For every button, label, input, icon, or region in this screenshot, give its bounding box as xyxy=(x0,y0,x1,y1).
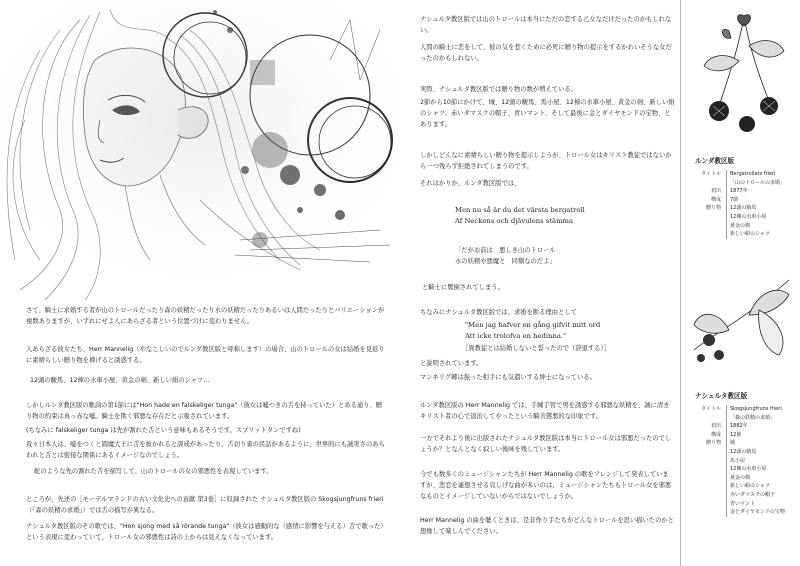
left-para-8: ところが、先述の［モーデルマランドの古い文化史への貢献 第3巻］に収録された ナシュルタ教区版の Skogsjungfruns frieri（『森の妖精の求婚』）では舌の描写が異なる。 xyxy=(26,496,384,514)
info-value: 黄金の剣 xyxy=(726,474,799,483)
left-para-3: 12頭の駿馬、12棟の水車小屋、黄金の剣、新しい絹のシャツ… xyxy=(30,377,210,384)
info-value: 7節 xyxy=(726,196,799,205)
info-value: 黄金の剣 xyxy=(726,222,799,231)
info-row xyxy=(681,405,799,414)
info-key: 贈り物 xyxy=(705,440,721,447)
right-para-1: ナシュルタ教区版では山のトロールは本当にただの恋する乙女なだけだったのかもしれない。 xyxy=(420,16,672,34)
left-para-4: しかしルンダ教区版の歌詞の第1節には"Hon hade en falskeliger tunga"（彼女は嘘つきの舌を持っていた）とある通り、贈り物の約束は真っ赤な嘘。騎士を欺く邪悪な存在だと示唆されています。 xyxy=(26,402,383,420)
info-value: 12頭の駿馬 xyxy=(726,204,799,213)
info-row xyxy=(681,187,799,196)
info-key: 初出 xyxy=(710,188,721,195)
left-para-5: (ちなみに falskeliger tunga は先が割れた舌という意味もあるそうです。スプリットタンですね) xyxy=(26,427,301,434)
info-row xyxy=(681,213,799,222)
info-key: 贈り物 xyxy=(705,205,721,212)
info-row xyxy=(681,491,799,500)
info-value: 赤いダマスクの帽子 xyxy=(726,491,799,500)
info-row xyxy=(681,196,799,205)
quote-line: Af Neckens och djävulens stämma xyxy=(455,217,574,225)
info-row xyxy=(681,222,799,231)
troll-woman-illustration xyxy=(0,0,400,305)
info-key xyxy=(681,414,726,423)
quote-line: 「だがお前は 悪しき山のトロール xyxy=(455,247,556,254)
quote-line: 水の妖精や悪魔と 同類なのだよ」 xyxy=(455,258,556,265)
right-para-3: 実際、ナシュルタ教区版では贈り物の数が増えている。 xyxy=(420,86,577,93)
info-key xyxy=(681,508,726,517)
right-para-5: しかしどんなに素晴らしい贈り物を提示しようが、トロール女はキリスト教徒ではないから一つ残らず拒絶されてしまうのです。 xyxy=(420,152,672,170)
info-row xyxy=(681,439,799,448)
info-value: 1882年 xyxy=(726,422,799,431)
right-para-12: 一方でそれより後に出版されたナシュルタ教区版は本当にトロール女は邪悪だったのでしょうか？となんとなく寂しい後味を残しています。 xyxy=(420,435,672,453)
info-row xyxy=(681,179,799,188)
info-key xyxy=(681,179,726,188)
info-row xyxy=(681,448,799,457)
left-para-7: 蛇のような先の割れた舌を描写して、山のトロールの女の邪悪性を表現しています。 xyxy=(34,468,273,475)
info-key xyxy=(681,474,726,483)
info-row xyxy=(681,482,799,491)
info-value: Skogsjungfruns frieri xyxy=(726,405,799,414)
right-para-9: と説明されています。 xyxy=(420,360,483,367)
right-para-14: Herr Mannelig の曲を聴くときは、是非作り手たちがどんなトロールを思い描いたのかと想像して楽しんでください。 xyxy=(420,517,674,535)
nasiluta-quote-japanese: ［異教徒とは結婚しないと誓ったので（辞退する）］ xyxy=(462,345,610,352)
branch-illustration-icon xyxy=(689,270,797,375)
info-key: 構成 xyxy=(710,196,721,203)
info-row xyxy=(681,230,799,239)
info-row xyxy=(681,465,799,474)
right-para-4: 2節から10節にかけて、城、12頭の駿馬、馬小屋、12棟の水車小屋、黄金の剣、新しい絹のシャツ、赤いダマスクの帽子、青いマント、そして最後に金とダイヤモンドの宝物、とあります。 xyxy=(420,99,675,128)
info-key: タイトル xyxy=(701,406,721,412)
left-para-6: 我々日本人は、嘘をつくと閻魔大王に舌を抜かれると訓戒があったり、舌切り雀の民話があるように、世界的にも誠実さのあらわれと舌とは密接な関係にあるイメージなのでしょう。 xyxy=(26,441,385,459)
info-key xyxy=(681,222,726,231)
info-row xyxy=(681,431,799,440)
info-key xyxy=(681,482,726,491)
info-value: 12節 xyxy=(726,431,799,440)
info-key xyxy=(681,457,726,466)
info-row xyxy=(681,422,799,431)
quote-line: Men nu så är du det värsta bergatroll xyxy=(455,206,585,214)
info-row xyxy=(681,474,799,483)
info-value: 「森の妖精の求婚」 xyxy=(726,414,799,423)
info-value: 12頭の駿馬 xyxy=(726,448,799,457)
info-value: 12棟の水車小屋 xyxy=(726,213,799,222)
plant-illustration-icon xyxy=(699,6,789,141)
info-key xyxy=(681,213,726,222)
info-value: 馬小屋 xyxy=(726,457,799,466)
info-row xyxy=(681,500,799,509)
lunda-quote-swedish xyxy=(455,205,585,227)
info-key: 初出 xyxy=(710,423,721,430)
right-para-10: マンネリグ卿は振った相手にも気遣いする紳士になっている。 xyxy=(420,374,596,381)
info-key xyxy=(681,500,726,509)
right-para-6: それはかりか、ルンダ教区版では、 xyxy=(420,180,521,187)
info-value: Bergatrollets frieri xyxy=(726,170,799,179)
info-row xyxy=(681,170,799,179)
left-para-2: 人あらざる彼女たち、Herr Mannelig（やなこしいのでルンダ教区版と呼称します）の場合、山のトロールの女は結婚を見返りに素晴らしい贈り物を挿げると誘惑する。 xyxy=(26,346,385,364)
info-row xyxy=(681,204,799,213)
lunda-info-table xyxy=(681,170,799,239)
info-key xyxy=(681,491,726,500)
quote-line: Att icke trolofva en hedinna." xyxy=(465,332,567,340)
right-para-7: と騎士に罵倒されてしまう。 xyxy=(422,284,504,291)
nasiluta-quote-swedish xyxy=(465,320,600,342)
info-row xyxy=(681,508,799,517)
left-para-9: ナシュルタ教区版のその歌では、"Hon sjong med så rörande tunga"（彼女は感動的な（感情に影響を与える）舌で歌った）という表現に変わっていて、トロール女の邪悪性は詩の上からは見えなくなっています。 xyxy=(26,523,384,541)
info-key xyxy=(681,448,726,457)
info-row xyxy=(681,414,799,423)
right-para-13: 今でも数多くのミュージシャンたちが Herr Mannelig の歌をアレンジして発表していますが、悲恋を連想させる哀しげな曲が多いのは、ミュージシャンたちもトロール女を邪悪なものとイメージしていないからではないでしょうか。 xyxy=(420,471,672,500)
quote-line: "Men jag hafver en gång gifvit mitt ord xyxy=(465,321,601,329)
info-value: 「山のトロールの求婚」 xyxy=(726,179,799,188)
info-value: 青いマント xyxy=(726,500,799,509)
lunda-section-title: ルンダ教区版 xyxy=(695,157,735,165)
info-key: 構成 xyxy=(710,431,721,438)
info-value: 1877年 xyxy=(726,187,799,196)
info-value: 金とダイヤモンドの宝物 xyxy=(726,508,799,517)
nasiluta-section-title: ナシュルタ教区版 xyxy=(695,392,748,400)
lunda-quote-japanese xyxy=(455,245,675,267)
left-para-1: さて、騎士に求婚する者が山のトロールだったり森の妖精だったり水の妖精だったりあるいは人間だったりとバリエーションが複数ありますが、いずれにせよ人にあらざる者という位置づけに変わりません。 xyxy=(26,307,385,325)
info-key xyxy=(681,465,726,474)
info-value: 新しい絹のシャツ xyxy=(726,230,799,239)
info-value: 新しい絹のシャツ xyxy=(726,482,799,491)
info-value: 城 xyxy=(726,439,799,448)
info-row xyxy=(681,457,799,466)
right-para-2: 人間の騎士に恋をして、彼の気を惹くために必死に贈り物の提示をするかわいそうな女だったのかもしれない。 xyxy=(420,44,672,62)
right-para-11: ルンダ教区版の Herr Mannelig では、手練手管で男を誘惑する邪悪な妖精を、誠に清きキリスト者の心で退治してやったという騎善懲悪的な印象です。 xyxy=(420,402,670,420)
right-para-8: ちなみにナシュルタ教区版では、求婚を断る理由として xyxy=(420,309,577,316)
sidebar xyxy=(680,0,800,566)
nasiluta-info-table xyxy=(681,405,799,517)
info-key xyxy=(681,230,726,239)
info-key: タイトル xyxy=(701,171,721,177)
info-value: 12棟の水車小屋 xyxy=(726,465,799,474)
